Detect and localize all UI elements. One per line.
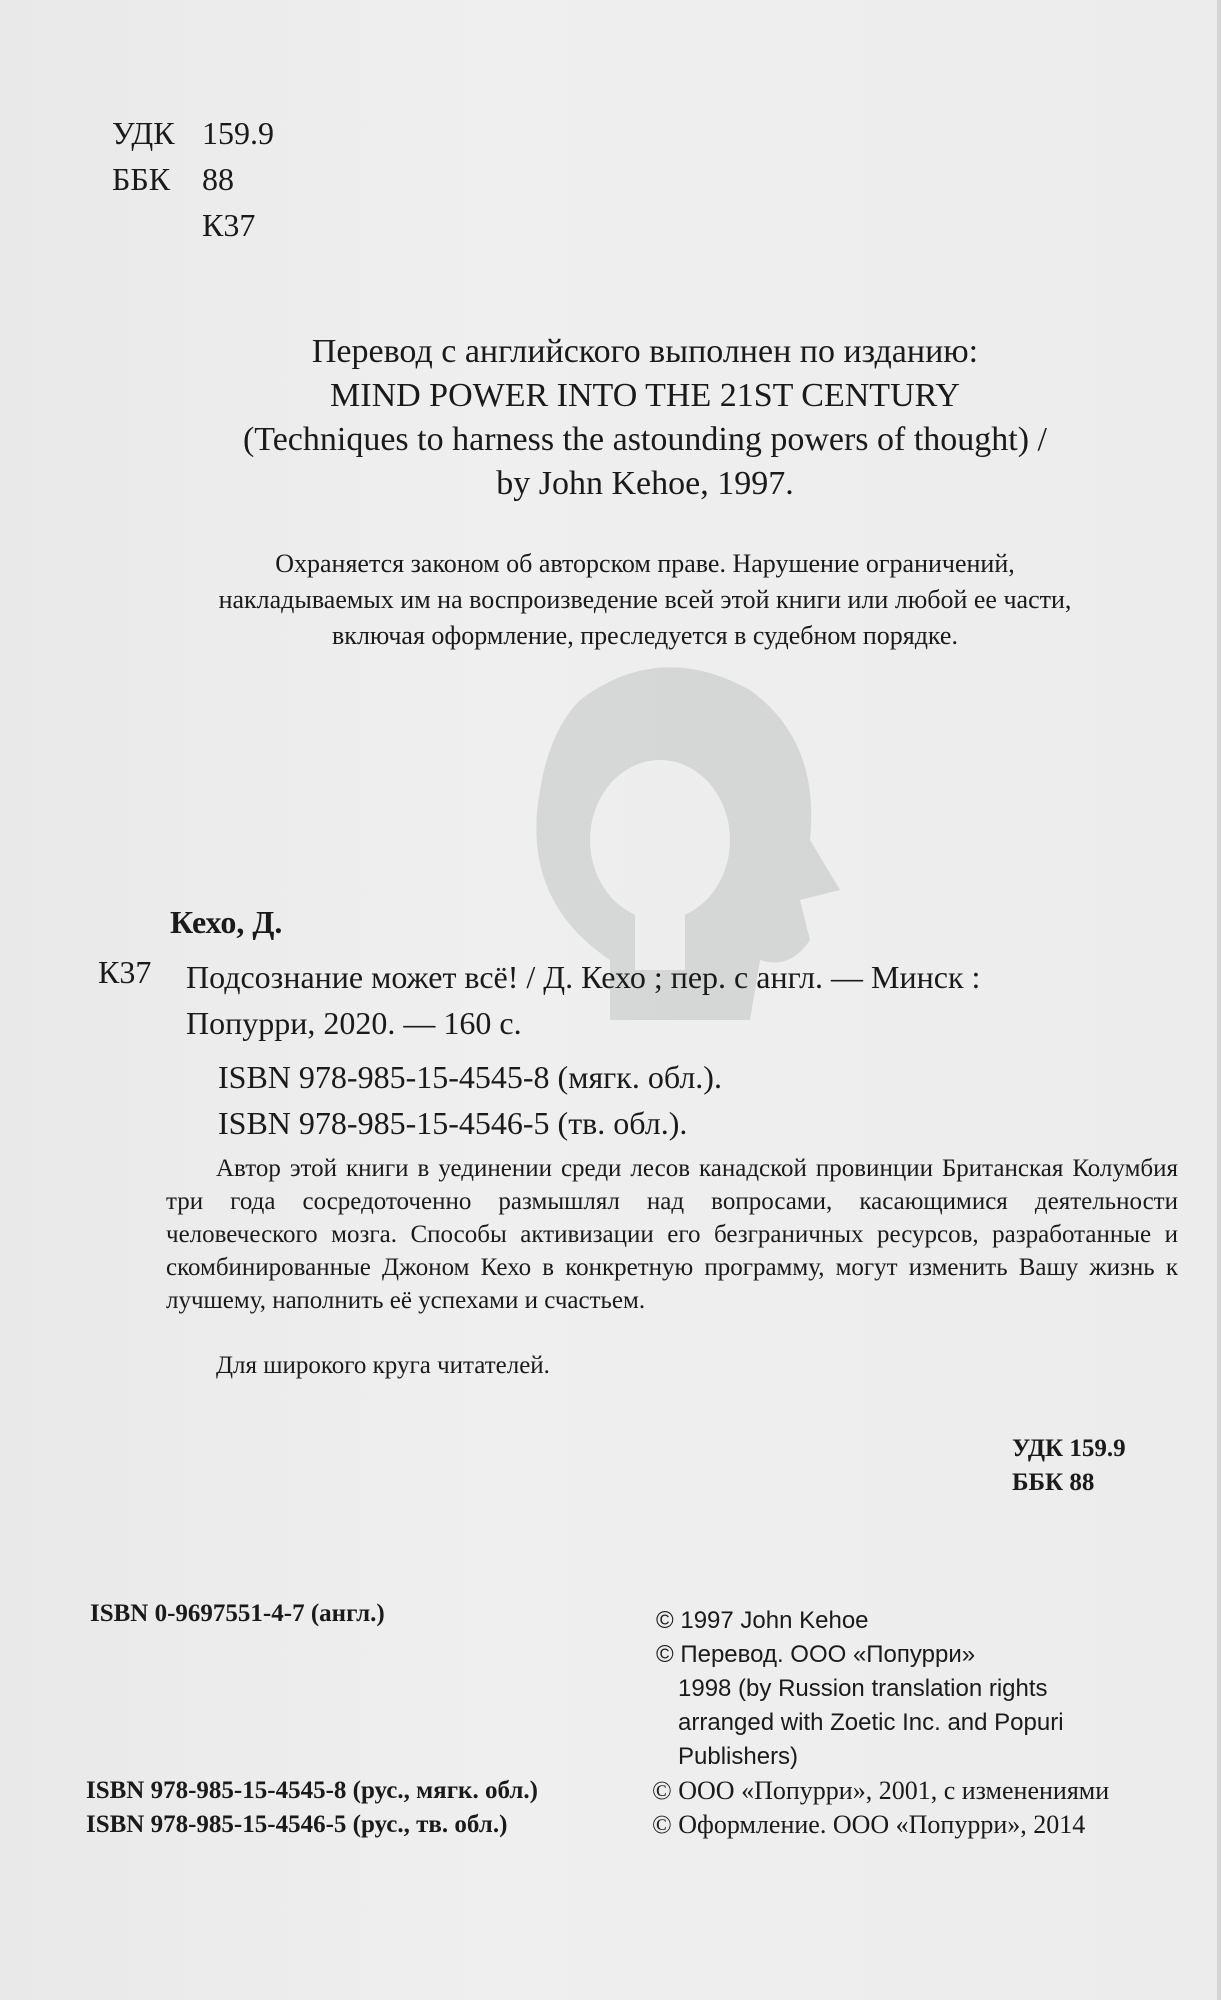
original-edition-author: by John Kehoe, 1997. [496, 465, 794, 502]
copyright-notice [150, 546, 1140, 654]
bibliographic-description [186, 954, 980, 1046]
author-mark-top: К37 [202, 207, 256, 243]
copyright-design: © Оформление. ООО «Попурри», 2014 [652, 1810, 1086, 1839]
copyright-publisher: © ООО «Попурри», 2001, с изменениями [652, 1776, 1110, 1805]
original-edition-block [150, 330, 1140, 506]
isbn-list [218, 1054, 722, 1146]
original-edition-line-1: Перевод с английского выполнен по изданию: [311, 333, 979, 370]
copyright-translation-cont-1: 1998 (by Russion translation rights [678, 1675, 1048, 1702]
isbn-russian-hard: ISBN 978-985-15-4546-5 (рус., тв. обл.) [86, 1811, 508, 1838]
author-mark: К37 [98, 954, 152, 990]
copyright-notice-line-1: Охраняется законом об авторском праве. Нарушение ограничений, [275, 549, 1015, 578]
udk-label: УДК [112, 115, 175, 151]
bbk-right: ББК 88 [1012, 1469, 1095, 1496]
isbn-hard-cover: ISBN 978-985-15-4546-5 (тв. обл.). [218, 1105, 688, 1141]
udk-value: 159.9 [202, 115, 274, 151]
copyright-notice-line-3: включая оформление, преследуется в судебном порядке. [332, 621, 958, 650]
author-heading: Кехо, Д. [170, 904, 283, 940]
bbk-label: ББК [112, 161, 171, 197]
udk-bbk-right [1012, 1432, 1126, 1500]
bib-line-1: Подсознание может всё! / Д. Кехо ; пер. с англ. — Минск : [186, 959, 981, 995]
copyright-translation-cont-2: arranged with Zoetic Inc. and Popuri [678, 1709, 1064, 1736]
bbk-value: 88 [202, 161, 234, 197]
isbn-original: ISBN 0-9697551-4-7 (англ.) [90, 1600, 385, 1627]
bib-line-2: Попурри, 2020. — 160 с. [186, 1005, 522, 1041]
isbn-russian-soft: ISBN 978-985-15-4545-8 (рус., мягк. обл.) [86, 1777, 538, 1804]
original-edition-title: MIND POWER INTO THE 21ST CENTURY [330, 377, 960, 414]
copyrights-block [656, 1604, 1064, 1774]
isbn-russian-block [86, 1774, 538, 1842]
audience-note: Для широкого круга читателей. [216, 1352, 550, 1379]
udk-right: УДК 159.9 [1012, 1435, 1126, 1462]
copyrights-publisher-block [652, 1774, 1109, 1842]
original-edition-subtitle: (Techniques to harness the astounding powers of thought) / [242, 421, 1047, 458]
page-edge [1217, 0, 1221, 2000]
isbn-soft-cover: ISBN 978-985-15-4545-8 (мягк. обл.). [218, 1059, 722, 1095]
annotation-text: Автор этой книги в уединении среди лесов канадской провинции Британская Колумбия три года сосредоточенно размышлял над вопросами, касающимися деятельности человеческого мозга. Способы активизации его безграничных ресурсов, разработанные и скомбинированные Джоном Кехо в конкретную программу, могут изменить Вашу жизнь к лучшему, наполнить её успехами и счастьем. [166, 1155, 1178, 1314]
copyright-translation: © Перевод. ООО «Попурри» [656, 1641, 976, 1668]
copyright-notice-line-2: накладываемых им на воспроизведение всей этой книги или любой ее части, [218, 585, 1072, 614]
copyright-author: © 1997 John Kehoe [656, 1607, 869, 1634]
copyright-translation-cont-3: Publishers) [678, 1743, 799, 1770]
classification-block [112, 110, 274, 248]
